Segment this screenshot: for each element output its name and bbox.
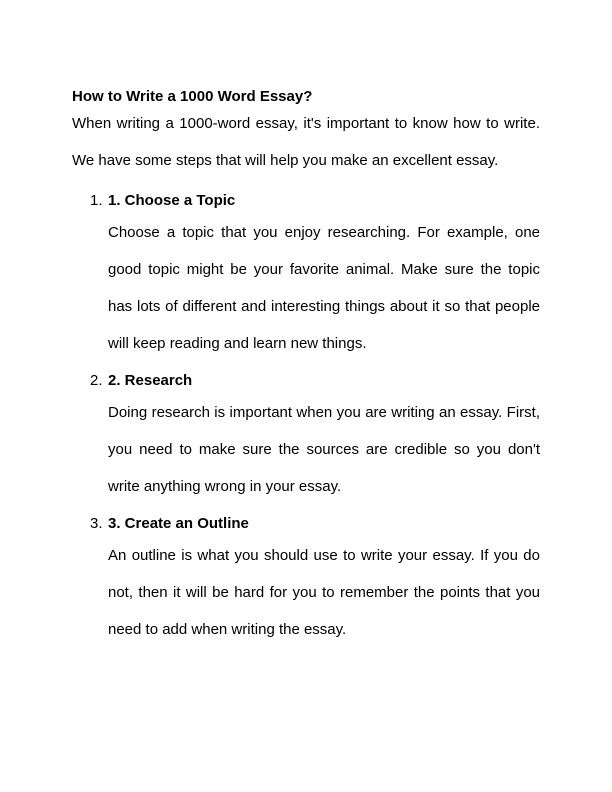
step-heading: 1. Choose a Topic: [108, 192, 236, 209]
document-title: How to Write a 1000 Word Essay?: [72, 88, 313, 105]
step-body: An outline is what you should use to write your essay. If you do not, then it will be hard for you to remember the points that you need to add when writing the essay.: [108, 547, 540, 638]
list-number: 2.: [90, 372, 103, 389]
list-number: 1.: [90, 192, 103, 209]
document-page: [72, 86, 540, 648]
steps-list: [72, 190, 540, 648]
list-item: [72, 190, 540, 362]
intro-paragraph: When writing a 1000-word essay, it's important to know how to write. We have some steps that will help you make an excellent essay.: [72, 115, 540, 169]
list-item: [72, 513, 540, 648]
step-heading: 2. Research: [108, 372, 193, 389]
step-heading: 3. Create an Outline: [108, 515, 249, 532]
list-number: 3.: [90, 515, 103, 532]
list-item: [72, 370, 540, 505]
step-body: Doing research is important when you are writing an essay. First, you need to make sure the sources are credible so you don't write anything wrong in your essay.: [108, 404, 540, 495]
step-body: Choose a topic that you enjoy researching. For example, one good topic might be your favorite animal. Make sure the topic has lots of different and interesting things about it so that people will keep reading and learn new things.: [108, 224, 540, 352]
